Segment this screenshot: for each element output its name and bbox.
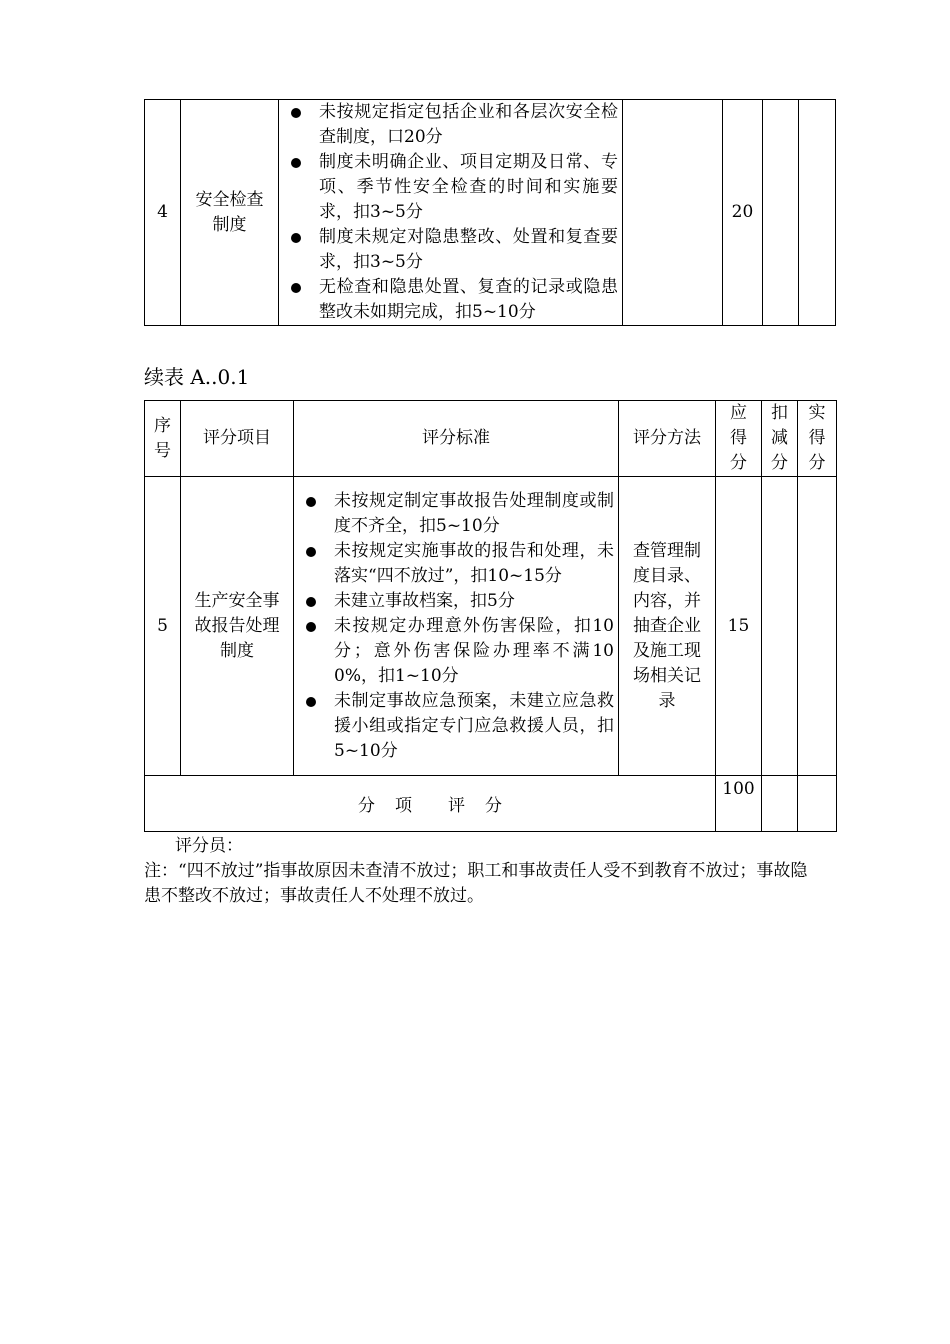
criteria-list: [294, 489, 618, 764]
scoring-item: 生产安全事故报告处理制度: [181, 477, 294, 776]
actual-score: [798, 477, 837, 776]
table-row: [145, 100, 836, 326]
due-score: 20: [723, 100, 763, 326]
list-item: 未制定事故应急预案，未建立应急救援小组或指定专门应急救援人员，扣5~10分: [300, 689, 614, 764]
scoring-table-part-2: [144, 400, 837, 832]
footnote: 注：“四不放过”指事故原因未查清不放过；职工和事故责任人受不到教育不放过；事故隐患不整改不放过；事故责任人不处理不放过。: [144, 861, 808, 906]
scoring-method: [623, 100, 723, 326]
subtotal-due: 100: [716, 776, 762, 832]
scoring-method: [619, 477, 716, 776]
header-no: 序号: [145, 401, 181, 477]
scoring-table-part-1: [144, 99, 836, 326]
subtotal-row: [145, 776, 837, 832]
list-item: 未按规定实施事故的报告和处理，未落实“四不放过”，扣10~15分: [300, 539, 614, 589]
scoring-criteria: [294, 477, 619, 776]
bullet-icon: [291, 108, 301, 118]
list-item: 无检查和隐患处置、复查的记录或隐患整改未如期完成，扣5~10分: [285, 275, 618, 325]
list-item: 未按规定办理意外伤害保险，扣10分；意外伤害保险办理率不满100%，扣1~10分: [300, 614, 614, 689]
scoring-item: 安全检查制度: [181, 100, 279, 326]
scoring-method-text: 查管理制度目录、内容，并抽查企业及施工现场相关记录: [633, 540, 701, 711]
table-row: [145, 477, 837, 776]
table-caption: 续表 A..0.1: [144, 365, 250, 389]
header-row: [145, 401, 837, 477]
list-item: 未按规定制定事故报告处理制度或制度不齐全，扣5~10分: [300, 489, 614, 539]
row-number: 5: [145, 477, 181, 776]
deducted-score: [763, 100, 799, 326]
list-item: 未按规定指定包括企业和各层次安全检查制度，口20分: [285, 100, 618, 150]
row-number: 4: [145, 100, 181, 326]
list-item: 制度未规定对隐患整改、处置和复查要求，扣3~5分: [285, 225, 618, 275]
header-method: 评分方法: [619, 401, 716, 477]
header-due: 应得分: [716, 401, 762, 477]
scorer-label: 评分员：: [175, 836, 243, 856]
bullet-icon: [291, 283, 301, 293]
bullet-icon: [306, 622, 316, 632]
bullet-icon: [291, 233, 301, 243]
criteria-list: [279, 100, 622, 325]
bullet-icon: [306, 547, 316, 557]
bullet-icon: [291, 158, 301, 168]
bullet-icon: [306, 697, 316, 707]
list-item: 未建立事故档案，扣5分: [300, 589, 614, 614]
actual-score: [799, 100, 836, 326]
bullet-icon: [306, 597, 316, 607]
scoring-criteria: [279, 100, 623, 326]
header-deduct: 扣减分: [762, 401, 798, 477]
subtotal-deduct: [762, 776, 798, 832]
header-criteria: 评分标准: [294, 401, 619, 477]
header-item: 评分项目: [181, 401, 294, 477]
header-actual: 实得分: [798, 401, 837, 477]
deducted-score: [762, 477, 798, 776]
subtotal-actual: [798, 776, 837, 832]
bullet-icon: [306, 497, 316, 507]
subtotal-label: 分 项 评 分: [145, 776, 716, 832]
list-item: 制度未明确企业、项目定期及日常、专项、季节性安全检查的时间和实施要求，扣3~5分: [285, 150, 618, 225]
due-score: 15: [716, 477, 762, 776]
